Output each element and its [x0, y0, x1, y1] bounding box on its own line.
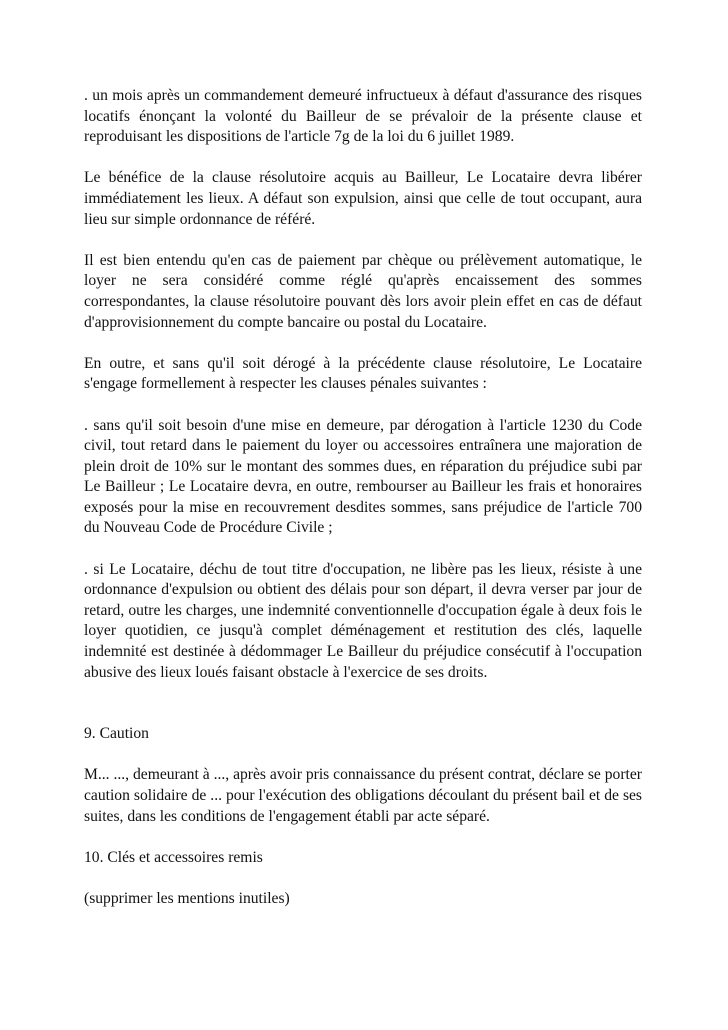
paragraph-clauses-penales: En outre, et sans qu'il soit dérogé à la précédente clause résolutoire, Le Locataire s'engage formellement à respecter les clauses pénales suivantes :	[84, 354, 642, 393]
paragraph-caution: M... ..., demeurant à ..., après avoir pris connaissance du présent contrat, déclare se porter caution solidaire de ... pour l'exécution des obligations découlant du présent bail et de ses suites, dans les conditions de l'engagement établi par acte séparé.	[84, 766, 642, 825]
section-heading-cles: 10. Clés et accessoires remis	[84, 848, 263, 866]
section-heading-caution: 9. Caution	[84, 725, 149, 743]
paragraph-paiement-cheque: Il est bien entendu qu'en cas de paiement par chèque ou prélèvement automatique, le loyer ne sera considéré comme réglé qu'après encaissement des sommes correspondantes, la clause résolutoire pouvant dès lors avoir plein effet en cas de défaut d'approvisionnement du compte bancaire ou postal du Locataire.	[84, 251, 642, 331]
document-page	[84, 86, 642, 930]
paragraph-mentions-inutiles: (supprimer les mentions inutiles)	[84, 889, 290, 907]
paragraph-commandement: . un mois après un commandement demeuré infructueux à défaut d'assurance des risques locatifs énonçant la volonté du Bailleur de se prévaloir de la présente clause et reproduisant les dispositions de l'article 7g de la loi du 6 juillet 1989.	[84, 87, 642, 146]
paragraph-benefice-clause: Le bénéfice de la clause résolutoire acquis au Bailleur, Le Locataire devra libérer immédiatement les lieux. A défaut son expulsion, ainsi que celle de tout occupant, aura lieu sur simple ordonnance de référé.	[84, 169, 642, 228]
paragraph-retard-paiement: . sans qu'il soit besoin d'une mise en demeure, par dérogation à l'article 1230 du Code civil, tout retard dans le paiement du loyer ou accessoires entraînera une majoration de plein droit de 10% sur le montant des sommes dues, en réparation du préjudice subi par Le Bailleur ; Le Locataire devra, en outre, rembourser au Bailleur les frais et honoraires exposés pour la mise en recouvrement desdites sommes, sans préjudice de l'article 700 du Nouveau Code de Procédure Civile ;	[84, 416, 642, 537]
paragraph-indemnite-occupation: . si Le Locataire, déchu de tout titre d'occupation, ne libère pas les lieux, résiste à une ordonnance d'expulsion ou obtient des délais pour son départ, il devra verser par jour de retard, outre les charges, une indemnité conventionnelle d'occupation égale à deux fois le loyer quotidien, ce jusqu'à complet déménagement et restitution des clés, laquelle indemnité est destinée à dédommager Le Bailleur du préjudice consécutif à l'occupation abusive des lieux loués faisant obstacle à l'exercice de ses droits.	[84, 560, 642, 681]
